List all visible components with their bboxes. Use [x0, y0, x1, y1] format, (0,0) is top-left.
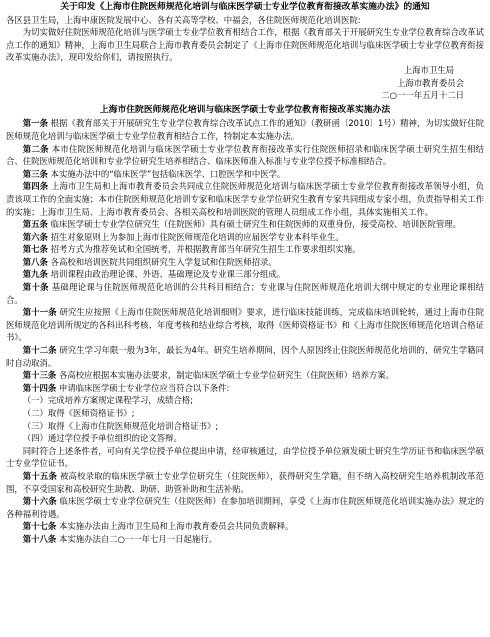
article [0, 281, 490, 306]
article-text: 各高校和培训医院共同组织研究生入学复试和住院医师招录。 [50, 256, 277, 267]
article-label: 第二条 [22, 143, 49, 154]
article [0, 533, 490, 546]
article [0, 268, 490, 281]
article-label: 第六条 [22, 231, 48, 242]
document-title: 上海市住院医师规范化培训与临床医学硕士专业学位教育衔接改革实施办法 [99, 104, 391, 115]
article-text: 招生对象原则上为参加上海市住院医师规范化培训的应届医学专业本科毕业生。 [50, 231, 344, 242]
article-text: 培训课程由政治理论课、外语、基础理论及专业课三部分组成。 [50, 269, 286, 280]
article [0, 520, 490, 533]
article [0, 231, 490, 244]
issuer-health-bureau: 上海市卫生局 [403, 64, 454, 75]
article-label: 第十二条 [22, 345, 57, 356]
article-label: 第十六条 [22, 496, 57, 507]
article-label: 第十条 [22, 282, 49, 293]
article-label: 第三条 [22, 168, 48, 179]
article-label: 第九条 [22, 269, 48, 280]
notice-title: 关于印发《上海市住院医师规范化培训与临床医学硕士专业学位教育衔接改革实施办法》的通知 [60, 2, 430, 12]
article-label: 第八条 [22, 256, 48, 267]
notice-recipients: 各区县卫生局，上海申康医院发展中心、各有关高等学校、中福会，各住院医师规范化培训医院: [6, 14, 361, 25]
notice-date: 二○一一年五月十二日 [381, 90, 464, 101]
article-text: 本实施办法由上海市卫生局和上海市教育委员会共同负责解释。 [58, 521, 294, 532]
article-text: 各高校应根据本实施办法要求，制定临床医学硕士专业学位研究生（住院医师）培养方案。 [58, 370, 394, 381]
article-text: 研究生应按照《上海市住院医师规范化培训细则》要求，进行临床技能训练，完成临床培训轮转，通过上海市住院医师规范化培训所规定的各科出科考核、年度考核和结业综合考核，取得《医师资格证书》和《上海市住院医师规范化培训合格证书》。 [6, 307, 484, 343]
article [0, 344, 490, 369]
article [0, 382, 490, 395]
article [0, 243, 490, 256]
article-text: 基础理论课与住院医师规范化培训的公共科目相结合；专业课与住院医师规范化培训大纲中规定的专业理论课相结合。 [6, 282, 485, 305]
issuer-education-commission: 上海市教育委员会 [397, 77, 464, 88]
article [0, 168, 490, 181]
condition-item: （二）取得《医师资格证书》; [22, 408, 135, 418]
article [0, 218, 490, 231]
article-text: 申请临床医学硕士专业学位应当符合以下条件: [58, 382, 230, 393]
articles-list [0, 117, 490, 545]
article-text: 临床医学硕士专业学位研究生（住院医师）在参加培训期间，享受《上海市住院医师规范化培训实施办法》规定的各种福利待遇。 [6, 496, 484, 519]
article [0, 180, 490, 218]
article [0, 369, 490, 382]
article-text: 上海市卫生局和上海市教育委员会共同成立住院医师规范化培训与临床医学硕士专业学位教育衔接改革领导小组，负责该项工作的全面实施；本市住院医师规范化培训专家和临床医学专业学位研究生教育专家共同组成专家小组，负责指导相关工作的实施；上海市卫生局、上海市教育委员会、各相关高校和培训医院的管理人员组成工作小组，具体实施相关工作。 [6, 181, 484, 217]
article-label: 第十七条 [22, 521, 57, 532]
article-text: 招考方式为推荐免试和全国统考，并根据教育部当年研究生招生工作要求组织实施。 [50, 244, 361, 255]
condition-item: （四）通过学位授予单位组织的论文答辩。 [22, 433, 182, 444]
article [0, 117, 490, 142]
article-label: 第十一条 [22, 307, 57, 318]
article-text: 研究生学习年限一般为3年，最长为4年。研究生培养期间，因个人原因终止住院医师规范化培训的，研究生学籍同时自动取消。 [6, 345, 485, 368]
article-text: 被高校录取的临床医学硕士专业学位研究生（住院医师），获得研究生学籍，但不纳入高校研究生培养机制改革范围，不享受国家和高校研究生助教、助研、助管补助和生活补贴。 [6, 470, 484, 494]
article [0, 495, 490, 520]
article [0, 306, 490, 344]
article-label: 第一条 [22, 118, 48, 129]
conditions-summary: 同时符合上述条件者，可向有关学位授予单位提出申请，经审核通过，由学位授予单位颁发硕士研究生学历证书和临床医学硕士专业学位证书。 [6, 445, 484, 469]
condition-item: （一）完成培养方案规定课程学习，成绩合格; [22, 395, 194, 406]
article-text: 本实施办法中的“临床医学”包括临床医学、口腔医学和中医学。 [50, 168, 286, 179]
article [0, 143, 490, 168]
article-label: 第十五条 [22, 470, 58, 481]
article-text: 临床医学硕士专业学位研究生（住院医师）具有硕士研究生和住院医师的双重身份，接受高校、培训医院管理。 [50, 219, 461, 230]
article [0, 256, 490, 269]
article-label: 第四条 [22, 181, 49, 192]
article [0, 470, 490, 495]
notice-body: 为切实做好住院医师规范化培训与医学硕士专业学位教育相结合工作，根据《教育部关于开展研究生专业学位教育综合改革试点工作的通知》精神，上海市卫生局联合上海市教育委员会制定了《上海市住院医师规范化培训与临床医学硕士专业学位教育衔接改革实施办法》，现印发给你们，请按照执行。 [6, 27, 484, 63]
article-text: 本实施办法自二○一一年七月一日起施行。 [58, 533, 218, 544]
article-label: 第七条 [22, 244, 48, 255]
article-label: 第五条 [22, 219, 48, 230]
article-label: 第十四条 [22, 382, 57, 393]
condition-item: （三）取得《上海市住院医师规范化培训合格证书》; [22, 420, 219, 431]
article-text: 根据《教育部关于开展研究生专业学位教育综合改革试点工作的通知》（教研函〔2010〕1号）精神，为切实做好住院医师规范化培训与临床医学硕士专业学位教育相结合工作，特制定本实施办法。 [6, 118, 485, 141]
article-label: 第十八条 [22, 533, 57, 544]
article-label: 第十三条 [22, 370, 57, 381]
article-text: 本市住院医师规范化培训与临床医学硕士专业学位教育衔接改革实行住院医师招录和临床医学硕士研究生招生相结合、住院医师规范化培训和专业学位研究生培养相结合、临床医师准入标准与专业学位授予标准相结合。 [6, 143, 485, 167]
